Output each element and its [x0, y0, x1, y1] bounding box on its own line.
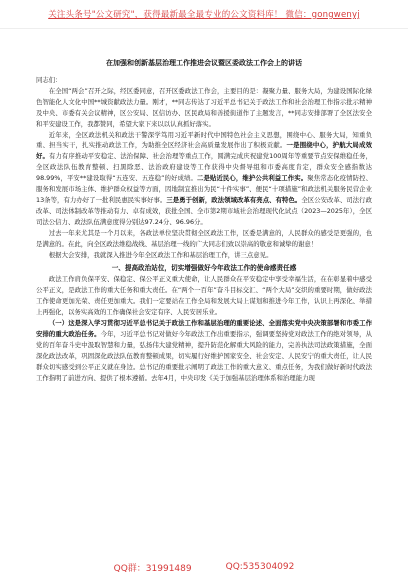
footer — [0, 554, 408, 580]
paragraph — [36, 86, 372, 130]
paragraph — [36, 318, 372, 383]
paragraph — [36, 250, 372, 261]
text-run: 一、提高政治站位，切实增强做好今年政法工作的使命感责任感 — [111, 264, 297, 273]
bold-phrase: 三是勇于创新，政法领域改革有亮点、有特色。 — [166, 195, 302, 204]
bold-phrase: （一）这是深入学习贯彻习近平总书记关于政法工作和基层治理的重要论述、全面落实党中央决策部署和市委工作安排的重大政治任务。 — [36, 319, 372, 338]
banner-link[interactable]: 关注头条号"公文研究"，获得最新最全最专业的公文资料库！ 微信：gongwenyj — [48, 10, 360, 20]
document-title: 在加强和创新基层治理工作推进会议暨区委政法工作会上的讲话 — [106, 59, 302, 67]
footer-qq: QQ:535304092 — [225, 562, 295, 572]
bold-phrase: 二是贴近民心，维护公共利益工作实。 — [196, 174, 308, 183]
paragraph — [36, 228, 372, 250]
top-banner — [0, 0, 408, 29]
text-run: 在全国“两会”召开之际，经区委同意，召开区委政法工作会，主要目的是：凝聚力量、服务大局，为建设国际化绿色智能化人文化中国**城资献政法力量。刚才，**同志传达了习近平总书记关于政法工作和社会治理工作指示批示精神及中央、市委有关会议精神，区公安局、区信访办、区民政局和善援街道作了主题发言，**同志安排部署了全区法安全和平安建设工作，我都赞同，希望大家下来以以认真抓好落实。 — [36, 86, 372, 128]
salutation: 同志们： — [36, 76, 62, 84]
paragraph — [36, 130, 372, 228]
text-run: 今年，习近平总书记对做好今年政法工作出重要指示，强调要坚持党对政法工作的绝对领导，从党的百年奋斗史中汲取智慧和力量，弘扬伟大建党精神，提升防范化解重大风险的能力，完善执法司法政策措施，全面深化政法改革，巩固深化政法队伍教育整顿成果，切实履行好维护国家安全、社会安定、人民安宁的重大责任，让人民群众切实感受到公平正义就在身边。总书记的重要批示阐明了政法工作的重大意义、重点任务，为我们做好新时代政法工作指明了前进方向、提供了根本遵循。去年4月，中央印发《关于加强基层治理体系和治理能力现 — [36, 329, 373, 382]
text-run: 过去一年来尤其是一个月以来，各政法单位坚决贯彻全区政法工作，区委是满意的，人民群众的感受是更强的，也是满意的。在此，向全区政法维稳战线、基层治理一线的广大同志们致以崇高的敬意和诚挚的谢意！ — [36, 228, 372, 248]
text-run: 根据大会安排，我就深入推进今年全区政法工作和基层治理工作，讲三点意见。 — [48, 250, 273, 259]
document-body — [36, 58, 372, 383]
bold-phrase: 一是围绕中心，护航大局成效好。 — [36, 141, 373, 161]
text-run: 聚焦常态化疫情防控、服务和发展市场主体、维护群众权益等方面，因地制宜推出为民“十件实事”、便民“十项措施”和政法机关服务民营企业13条等，有力办好了一批利民惠民实事好事。 — [36, 174, 372, 204]
text-run: 政法工作肩负保平安、保稳定、保公平正义重大使命，让人民群众在平安稳定中享受幸福生活，在在彰显着中感受公平正义，是政法工作的重大任务和重大责任。在“两个一百年”奋斗目标交汇、“两个大局”交织的重要时期，做好政法工作使命更加光荣、责任更加重大。我们一定要站在工作全局和发展大局上谋划和推进今年工作，认识上再深化、举措上再强化，以务实高效的工作确保社会安定有序、人民安居乐业。 — [36, 275, 372, 317]
paragraph-list — [36, 86, 372, 384]
text-run: 有力有序推动平安稳定、法治保障、社会治理等重点工作，圆满完成庆祝建党100周年等重要节点安保维稳任务，全区政法队伍教育整顿、扫黑除恶、法治政府建设等工作获得中央督导组和市委高度肯定，群众安全感指数达98.99%，平安**建设取得“五连安、五连稳”的好成绩。 — [36, 152, 372, 183]
text-run: 近年来，全区政法机关和政法干警深学笃用习近平新时代中国特色社会主义思想，围绕中心、服务大局，知重负重、担当实干，扎实推动政法工作，为助推全区经济社会高质量发展作出了积极贡献。 — [36, 130, 372, 150]
paragraph — [36, 274, 372, 318]
text-run: 全区公安改革、司法行政改革、司法体制改革等推动有力、卓有成效，获批全国、全市第2期市域社会治理现代化试点（2023—2025年），全区司法公信力、政法队伍满意度得分别达97.24分、96.96分。 — [36, 195, 372, 226]
footer-qq-group: QQ群：31991489 — [113, 563, 192, 574]
section-heading — [36, 262, 372, 272]
